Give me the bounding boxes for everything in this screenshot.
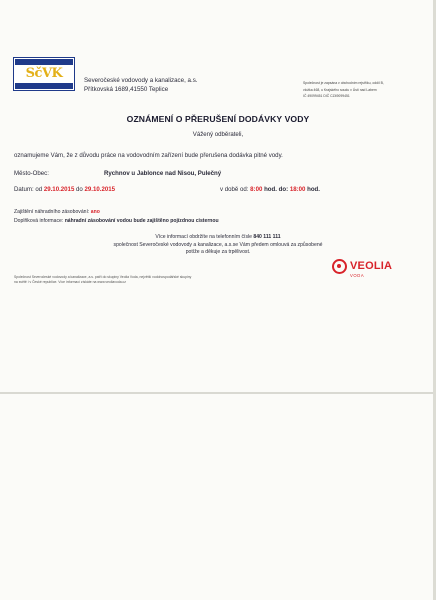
substitute-row	[14, 209, 100, 215]
logo-band-top	[15, 59, 73, 65]
footer-legal	[14, 275, 314, 285]
time-label: v době od:	[220, 186, 249, 193]
veolia-name: VEOLIA	[350, 260, 393, 272]
date-to: 29.10.2015	[84, 186, 116, 193]
scvk-logo	[13, 57, 75, 91]
contact-phone: 840 111 111	[253, 234, 281, 240]
footer-legal-line: Společnost Severočeské vodovody a kanalizace, a.s. patří do skupiny Veolia Voda, největší vodohospodářské skupiny	[14, 275, 192, 279]
notice-text: oznamujeme Vám, že z důvodu práce na vodovodním zařízení bude přerušena dodávka pitné vody.	[14, 152, 283, 159]
company-name: Severočeské vodovody a kanalizace, a.s.	[84, 77, 198, 84]
company-address: Přítkovská 1689,41550 Teplice	[84, 85, 169, 93]
footer-legal-line: na světě i v České republice. Více informací získáte na www.veoliavoda.cz	[14, 280, 126, 284]
substitute-value: ano	[90, 209, 100, 215]
additional-info-value: náhradní zásobování vodou bude zajištěno pojízdnou cisternou	[64, 218, 219, 224]
notice-title: OZNÁMENÍ O PŘERUŠENÍ DODÁVKY VODY	[126, 114, 310, 124]
registration-line: IČ 49099451 DIČ CZ49099451	[303, 94, 350, 99]
contact-block	[0, 234, 436, 257]
time-hod-do: hod. do:	[264, 186, 289, 193]
substitute-label: Zajištění náhradního zásobování:	[14, 209, 90, 215]
veolia-sub: VODA	[350, 273, 365, 278]
additional-info-row	[14, 218, 219, 224]
registration-line: vložka 468, u Krajského soudu v Ústí nad Labem	[303, 87, 377, 92]
additional-info-label: Doplňková informace:	[14, 218, 64, 224]
company-block	[84, 77, 198, 94]
logo-band-bottom	[15, 83, 73, 89]
date-to-label: do	[76, 186, 83, 193]
time-hod: hod.	[307, 186, 320, 193]
registration-line: Společnost je zapsána v obchodním rejstříku, oddíl B,	[303, 81, 384, 85]
veolia-icon	[332, 259, 347, 274]
location-label: Město-Obec:	[14, 170, 49, 177]
time-to: 18:00	[289, 186, 306, 193]
date-row	[14, 186, 115, 193]
contact-line-2: společnost Severočeské vodovody a kanalizace, a.s.se Vám předem omlouvá za způsobené	[113, 241, 323, 248]
registration-info	[303, 80, 428, 100]
paper-fold-line	[0, 392, 436, 394]
time-row	[220, 186, 320, 193]
contact-line-3: potíže a děkuje za trpělivost.	[185, 249, 251, 256]
date-label: Datum: od	[14, 186, 43, 193]
contact-line-1	[0, 234, 436, 242]
logo-text: SčVK	[25, 66, 63, 81]
veolia-logo	[332, 258, 412, 286]
contact-prefix: Více informací obdržíte na telefonním čísle	[155, 234, 252, 240]
time-from: 8:00	[250, 186, 263, 193]
date-from: 29.10.2015	[43, 186, 75, 193]
location-value: Rychnov u Jablonce nad Nisou, Pulečný	[104, 170, 222, 177]
greeting: Vážený odběrateli,	[192, 131, 244, 138]
